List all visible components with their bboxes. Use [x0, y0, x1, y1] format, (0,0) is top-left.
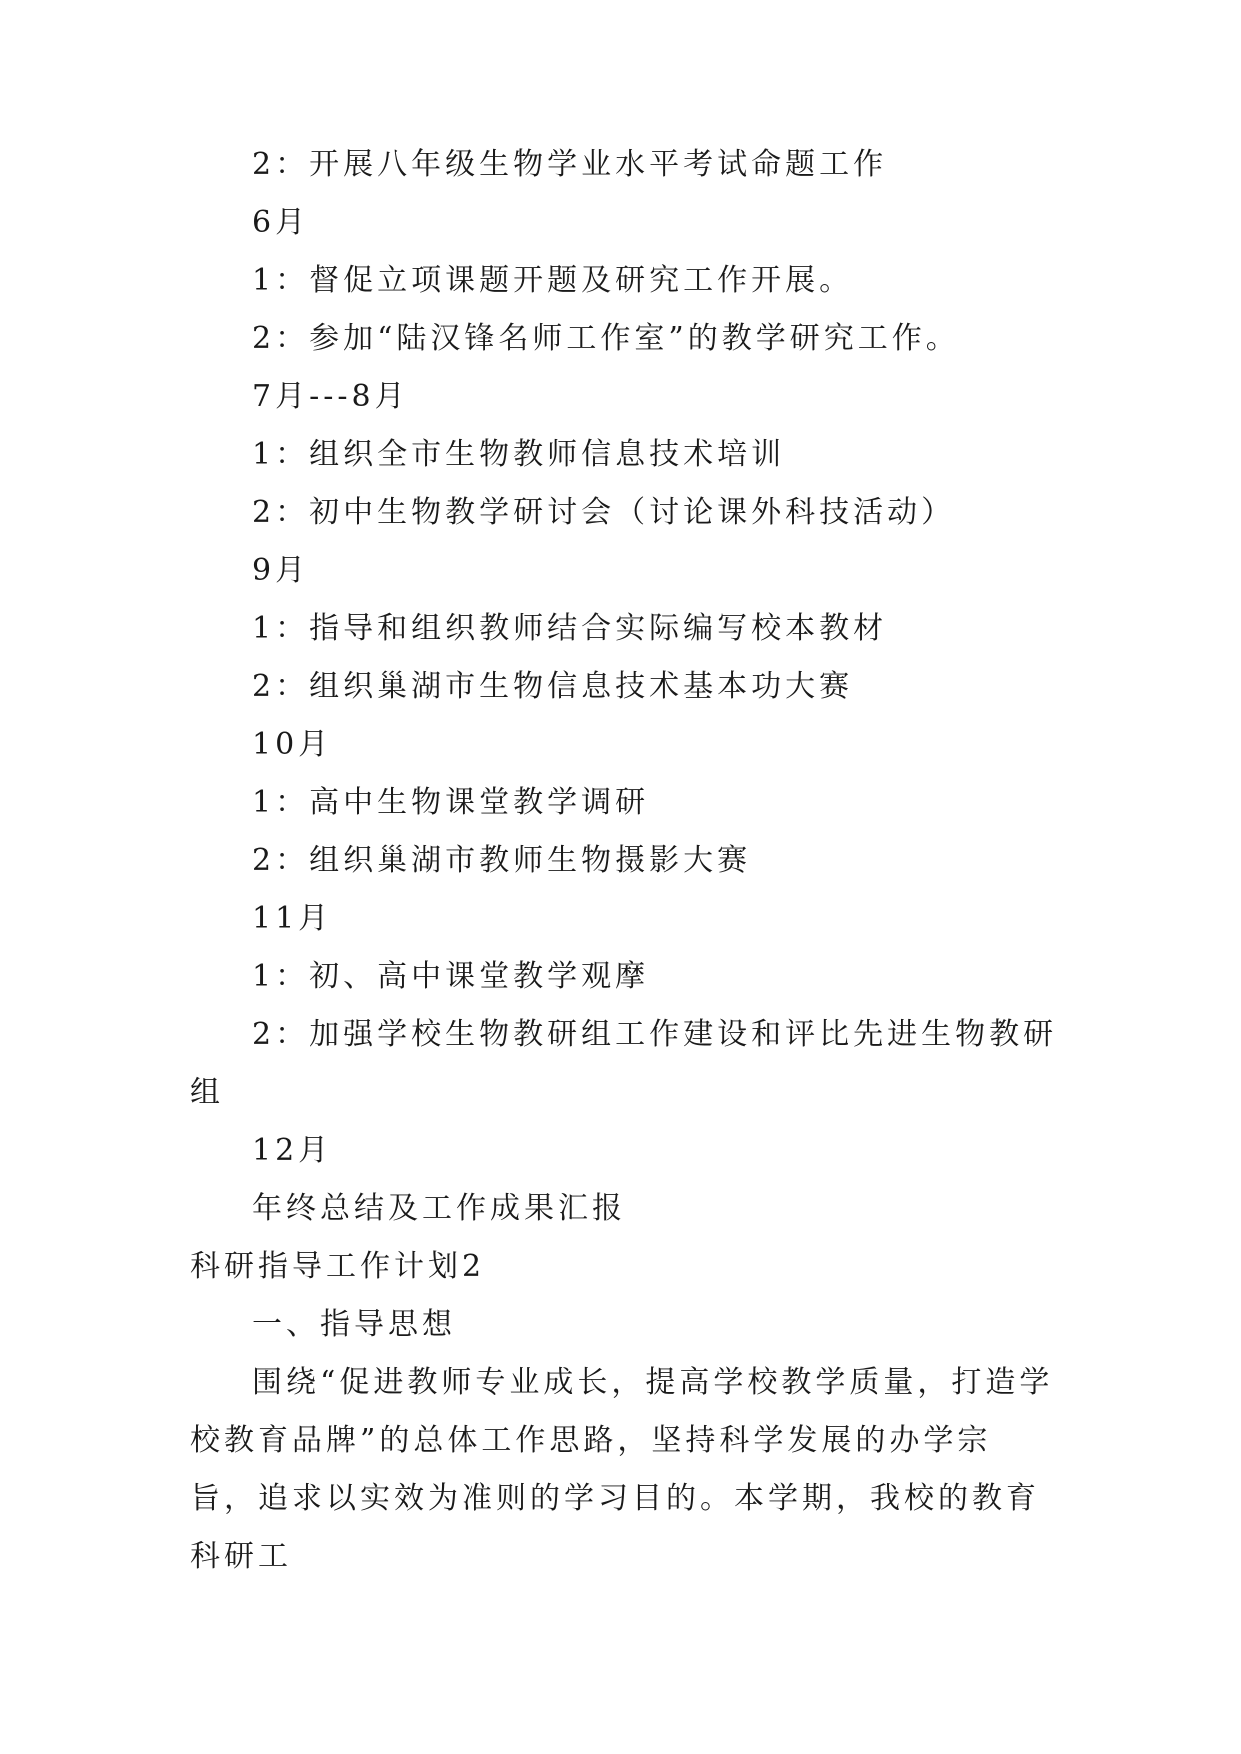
section-title: 科研指导工作计划2: [190, 1249, 486, 1284]
plan-item: 1：督促立项课题开题及研究工作开展。: [252, 263, 854, 298]
plan-item: 年终总结及工作成果汇报: [252, 1191, 626, 1226]
month-heading: 12月: [252, 1133, 333, 1168]
month-heading: 11月: [252, 901, 333, 936]
plan-item: 2：开展八年级生物学业水平考试命题工作: [252, 147, 888, 182]
month-heading: 7月---8月: [252, 379, 409, 414]
plan-item: 1：组织全市生物教师信息技术培训: [252, 437, 786, 472]
plan-item-wrapped: 2：加强学校生物教研组工作建设和评比先进生物教研组: [190, 1017, 1058, 1110]
plan-item: 1：指导和组织教师结合实际编写校本教材: [252, 611, 888, 646]
plan-item: 2：初中生物教学研讨会（讨论课外科技活动）: [252, 495, 956, 530]
body-paragraph: 围绕“促进教师专业成长，提高学校教学质量，打造学校教育品牌”的总体工作思路，坚持科学发展的办学宗旨，追求以实效为准则的学习目的。本学期，我校的教育科研工: [190, 1365, 1054, 1574]
subheading: 一、指导思想: [252, 1307, 456, 1342]
month-heading: 9月: [252, 553, 310, 588]
month-heading: 10月: [252, 727, 333, 762]
plan-item: 1：高中生物课堂教学调研: [252, 785, 650, 820]
plan-item: 2：组织巢湖市生物信息技术基本功大赛: [252, 669, 854, 704]
month-heading: 6月: [252, 205, 310, 240]
plan-item: 2：组织巢湖市教师生物摄影大赛: [252, 843, 752, 878]
plan-item: 2：参加“陆汉锋名师工作室”的教学研究工作。: [252, 321, 960, 356]
plan-item: 1：初、高中课堂教学观摩: [252, 959, 650, 994]
